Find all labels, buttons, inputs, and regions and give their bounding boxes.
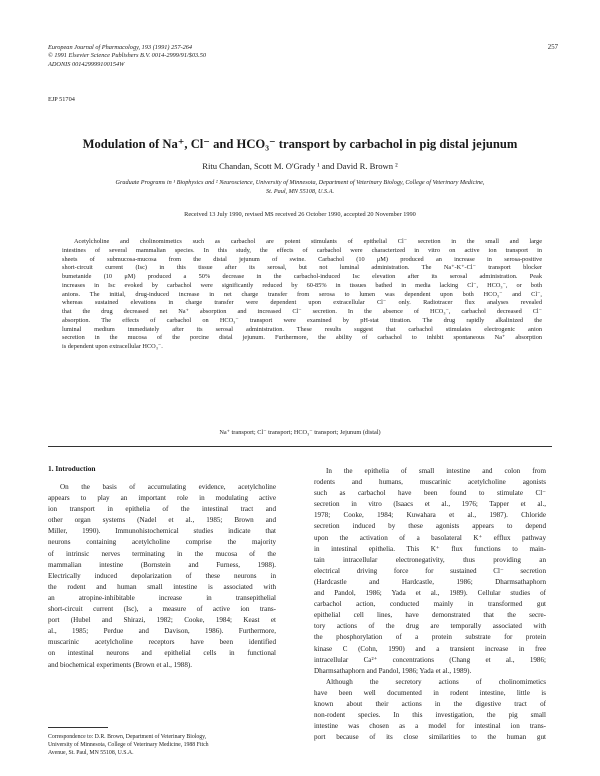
body-line: Although the secretory actions of cholinomimetics [326,677,546,686]
section-divider [48,446,552,447]
abstract [62,238,542,352]
body-line: such as carbachol have been found to stimulate Cl⁻ [314,489,546,498]
body-line: neurons containing acetylcholine comprise the majority [48,538,276,547]
body-line: tory actions of the drug are temporally associated with [314,622,546,631]
body-line: muscarinic acetylcholine receptors have been identified [48,638,276,647]
abstract-line: short-circuit current (Isc) in this tissue after its serosal, but not luminal administration. The Na⁺-K⁺-Cl⁻ transport blocker [62,264,542,272]
footnote-line: Avenue, St. Paul, MN 55108, U.S.A. [48,750,134,756]
body-line: rodents and humans, muscarinic acetylcholine agonists [314,478,546,487]
author-affiliation [48,178,552,196]
abstract-line: luminal medium immediately after its serosal administration. These results suggest that carbachol stimulates electrogenic anion [62,325,542,333]
article-authors: Ritu Chandan, Scott M. O'Grady ¹ and David R. Brown ² [202,161,398,171]
footnote-line: Correspondence to: D.R. Brown, Department of Veterinary Biology, [48,734,207,740]
body-line: non-rodent species. In this investigation, the pig small [314,711,546,720]
masthead-copyright-line: © 1991 Elsevier Science Publishers B.V. 0014-2999/91/$03.50 [48,52,207,60]
masthead-adonis-line: ADONIS 001429999100154W [48,60,125,68]
body-line: ion transport in epithelia of the intestinal tract and [48,505,276,514]
body-line: electrical driving force for sustained Cl⁻ secretion [314,566,546,575]
masthead-journal-line: European Journal of Pharmacology, 193 (1991) 257-264 [48,44,193,51]
body-line: 1978; Cooke, 1984; Kuwahara et al., 1987). Chloride [314,511,546,520]
article-title: Modulation of Na⁺, Cl⁻ and HCO₃⁻ transport by carbachol in pig distal jejunum [82,137,518,151]
body-line: appears to play an important role in modulating active [48,494,276,503]
abstract-line: increases in Isc evoked by carbachol were significantly reduced by 60-85% in tissues bathed in media lacking Cl⁻, HCO₃⁻, or both [62,281,542,289]
body-line: al., 1985; Perdue and Davison, 1986). Furthermore, [48,627,276,636]
body-line: port (Hubel and Shirazi, 1982; Cooke, 1984; Keast et [48,616,276,625]
body-line: secretion induced by these agonists appears to depend [314,522,546,531]
affiliation-line: St. Paul, MN 55108, U.S.A. [265,188,335,195]
body-line: epithelial cell lines, have demonstrated that the secre- [314,611,546,620]
page-number: 257 [547,44,558,51]
body-line: the phosphorylation of a protein substrate for protein [314,633,546,642]
abstract-line: absorption. The effects of carbachol on HCO₃⁻ transport were examined by pH-stat titration. The drug rapidly alkalinized the [62,316,542,324]
body-line: and Pandol, 1986; Yada et al., 1989). Cellular studies of [314,589,546,598]
journal-masthead [48,44,488,69]
body-line: tain intracellular electronegativity, thus providing an [314,555,546,564]
body-line: in intestinal epithelia. This K⁺ flux functions to main- [314,544,546,553]
body-line: of intrinsic nerves terminating in the mucosa of the [48,549,276,558]
footnote-divider [48,727,108,728]
body-line: upon the activation of a basolateral K⁺ efflux pathway [314,533,546,542]
body-line: Dharmsathaphorn and Pandol, 1986; Yada et al., 1989). [314,666,472,675]
abstract-line: anions. The initial, drug-induced increase in net charge transfer from serosa to lumen was dependent upon both HCO₃⁻ and Cl⁻, [62,290,542,298]
body-line: on intestinal neurons and epithelial cells in functional [48,649,276,658]
body-line: secretion in vitro (Isaacs et al., 1976; Tapper et al., [314,500,546,509]
correspondence-footnote [48,733,276,757]
body-line: carbachol action, conducted mainly in transformed gut [314,600,546,609]
affiliation-line: Graduate Programs in ¹ Biophysics and ² Neuroscience, University of Minnesota, Department of Veterinary Biology, College of Veterinary Medicine, [115,179,485,186]
abstract-line: whereas sustained elevations in charge transfer were dependent upon extracellular Cl⁻ only. Radiotracer flux analyses revealed [62,299,542,307]
body-line: have been well documented in rodent intestine, little is [314,688,546,697]
body-line: intracellular Ca²⁺ concentrations (Chang et al., 1986; [314,655,546,664]
footnote-line: University of Minnesota, College of Veterinary Medicine, 1988 Fitch [48,742,209,748]
keywords: Na⁺ transport; Cl⁻ transport; HCO₃⁻ transport; Jejunum (distal) [219,429,381,436]
body-line: other organ systems (Nadel et al., 1985; Brown and [48,516,276,525]
body-line: In the epithelia of small intestine and colon from [326,467,546,475]
body-line: intestine was chosen as a model for intestinal ion trans- [314,722,546,731]
body-line: port because of its close similarities to the human gut [314,733,546,742]
body-line: Miller, 1990). Immunohistochemical studies indicate that [48,527,276,536]
abstract-line: that the drug decreased net Na⁺ absorption and increased Cl⁻ secretion. In the absence of HCO₃⁻, carbachol decreased Cl⁻ [62,308,542,315]
body-line: known about their actions in the digestive tract of [314,699,546,708]
body-line: mammalian intestine (Bornstein and Furness, 1988). [48,560,276,569]
right-column [314,466,546,743]
body-line: the rodent and human small intestine is associated with [48,582,276,591]
body-line: an atropine-inhibitable increase in transepithelial [48,593,276,602]
body-line: kinase C (Cohn, 1990) and a transient increase in free [314,644,546,653]
abstract-line: sheets of submucosa-mucosa from the distal jejunum of swine. Carbachol (10 μM) produced an increase in serosa-positive [62,255,542,263]
received-dates: Received 13 July 1990, revised MS received 26 October 1990, accepted 20 November 1990 [184,211,416,218]
article-code: EJP 51704 [48,96,75,103]
body-line: and biochemical experiments (Brown et al., 1988). [48,660,192,669]
left-column [48,482,276,671]
body-line: short-circuit current (Isc), a measure of active ion trans- [48,605,276,614]
section-heading-introduction: 1. Introduction [48,464,96,473]
body-line: On the basis of accumulating evidence, acetylcholine [60,483,276,491]
abstract-line: bumetanide (10 μM) produced a 50% decrease in the carbachol-induced Isc elevation after its serosal administration. Peak [62,273,542,280]
body-line: Electrically induced depolarization of these neurons in [48,571,276,580]
body-line: (Hardcastle and Hardcastle, 1986; Dharmsathaphorn [314,577,546,586]
abstract-line: secretion in the mucosa of the porcine distal jejunum. Furthermore, the ability of carbachol to inhibit spontaneous Na⁺ absorption [62,334,542,342]
abstract-line: intestines of several mammalian species. In this study, the effects of carbachol were characterized in vitro on active ion transport in [62,246,542,254]
abstract-line: is dependent upon extracellular HCO₃⁻. [62,343,163,350]
abstract-line: Acetylcholine and cholinomimetics such as carbachol are potent stimulants of epithelial Cl⁻ secretion in the small and large [74,238,542,245]
